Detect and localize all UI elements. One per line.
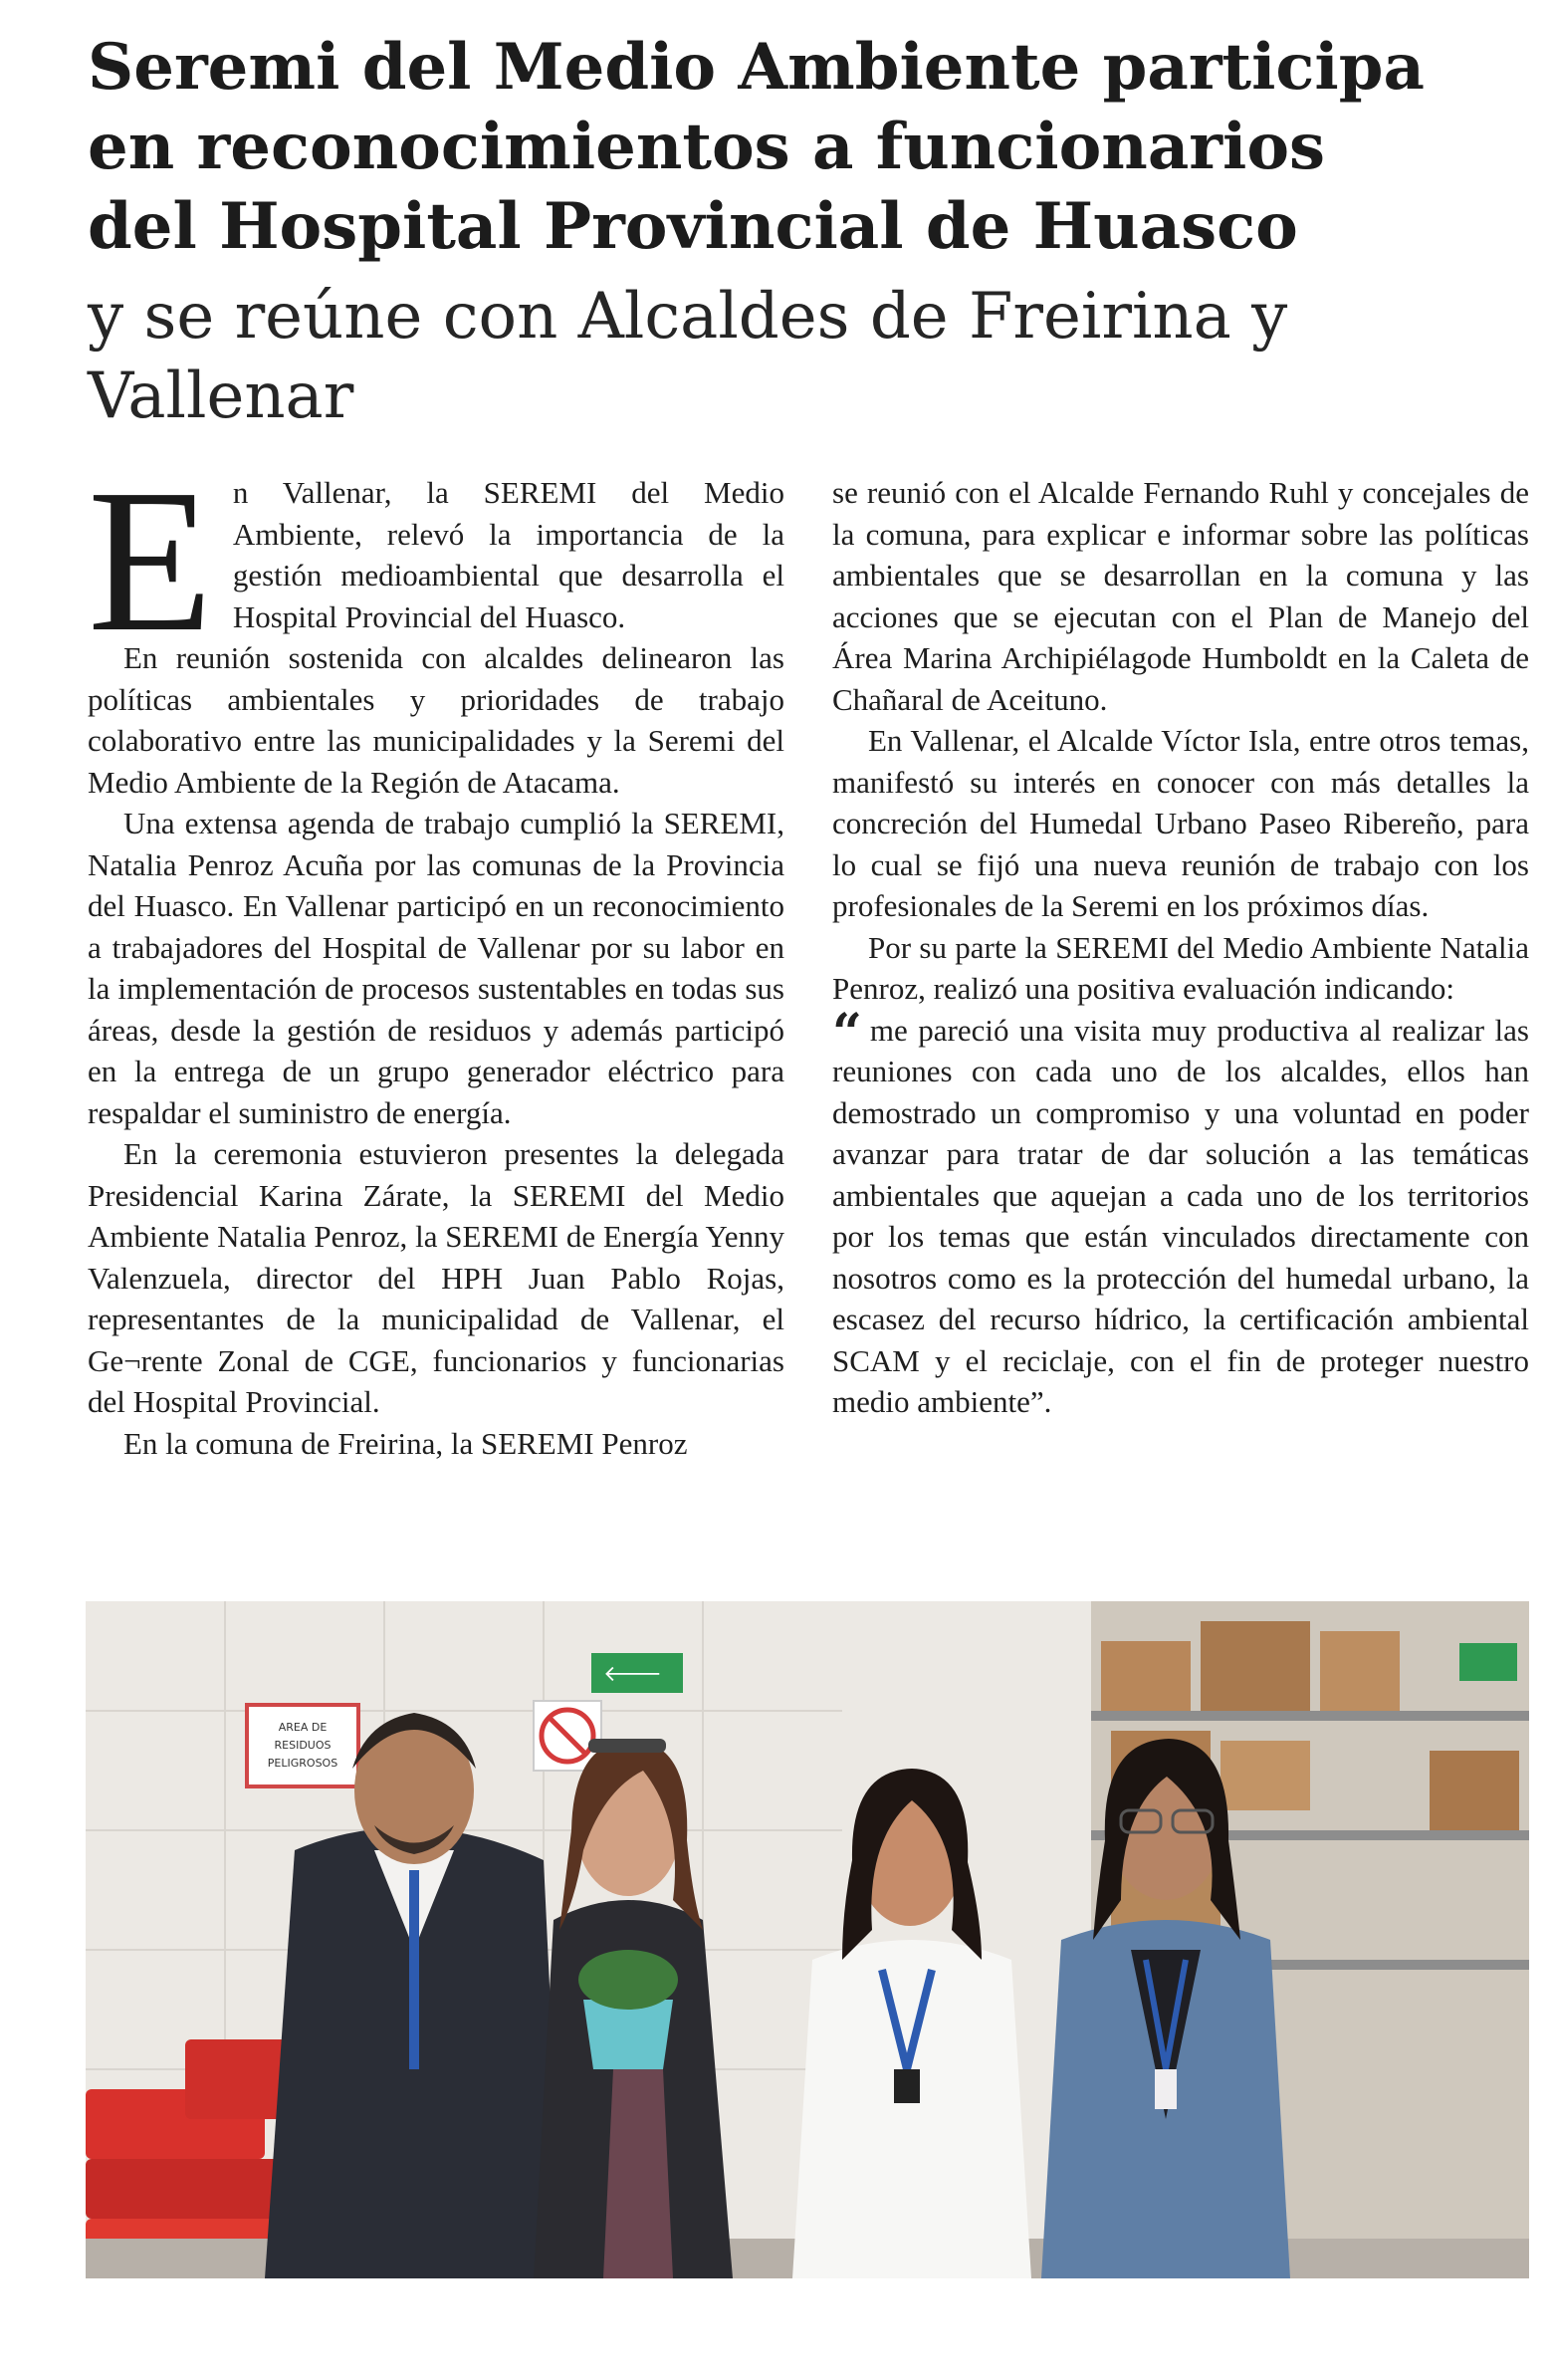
hazard-sign-line-1: AREA DE: [278, 1721, 328, 1734]
headline-line-2: en reconocimientos a funcionarios: [88, 110, 1326, 184]
plant-gift: [583, 2000, 673, 2069]
quote-mark-icon: “: [832, 1002, 862, 1064]
hazard-sign-line-2: RESIDUOS: [274, 1739, 332, 1752]
drop-cap: E: [88, 446, 213, 674]
headline-bold: [88, 28, 1501, 267]
paragraph-1-text: n Vallenar, la SEREMI del Medio Ambiente, relevó la importancia de la gestión medioambiental que desarrolla el Hospital Provincial del Huasco.: [232, 475, 784, 634]
photo-illustration: [86, 1601, 1529, 2278]
article-column-left: [88, 446, 784, 1464]
article-paragraph-1: [88, 446, 784, 674]
article-paragraph-4: En la ceremonia estuvieron presentes la delegada Presidencial Karina Zárate, la SEREMI del Medio Ambiente Natalia Penroz, la SEREMI de Energía Yenny Valenzuela, director del HPH Juan Pablo Rojas, representantes de la municipalidad de Vallenar, el Ge¬rente Zonal de CGE, funcionarios y funcionarias del Hospital Provincial.: [88, 1136, 784, 1419]
article-paragraph-5: En la comuna de Freirina, la SEREMI Penroz: [123, 1425, 688, 1461]
article-photo: [86, 1601, 1529, 2278]
article-quote: [832, 1002, 1529, 1423]
article-paragraph-8: Por su parte la SEREMI del Medio Ambiente Natalia Penroz, realizó una positiva evaluación indicando:: [832, 929, 1529, 1006]
article-paragraph-6: se reunió con el Alcalde Fernando Ruhl y concejales de la comuna, para explicar e informar sobre las políticas ambientales que se desarrollan en la comuna y las acciones que se ejecutan con el Plan de Manejo del Área Marina Archipiélagode Humboldt en la Caleta de Chañaral de Aceituno.: [832, 475, 1529, 717]
quote-text: me pareció una visita muy productiva al realizar las reuniones con cada uno de los alcaldes, ellos han demostrado un compromiso y una voluntad en poder avanzar para tratar de dar solución a las temáticas ambientales que aquejan a cada uno de los territorios por los temas que están vinculados directamente con nosotros como es la protección del humedal urbano, la escasez del recurso hídrico, la certificación ambiental SCAM y el reciclaje, con el fin de proteger nuestro medio ambiente”.: [832, 1012, 1529, 1419]
article-paragraph-7: En Vallenar, el Alcalde Víctor Isla, entre otros temas, manifestó su interés en conocer con más detalles la concreción del Humedal Urbano Paseo Ribereño, para lo cual se fijó una nueva reunión de trabajo con los profesionales de la Seremi en los próximos días.: [832, 723, 1529, 923]
hazard-sign-line-3: PELIGROSOS: [267, 1757, 338, 1770]
headline-line-1: Seremi del Medio Ambiente participa: [88, 30, 1425, 105]
headline-subtitle: [88, 277, 1501, 436]
headline-line-3: del Hospital Provincial de Huasco: [88, 189, 1298, 264]
subtitle-line-2: Vallenar: [88, 359, 354, 433]
article-paragraph-3: Una extensa agenda de trabajo cumplió la SEREMI, Natalia Penroz Acuña por las comunas de la Provincia del Huasco. En Vallenar participó en un reconocimiento a trabajadores del Hospital de Vallenar por su labor en la implementación de procesos sustentables en todas sus áreas, desde la gestión de residuos y además participó en la entrega de un grupo generador eléctrico para respaldar el suministro de energía.: [88, 806, 784, 1130]
subtitle-line-1: y se reúne con Alcaldes de Freirina y: [88, 280, 1288, 354]
article-column-right: [832, 472, 1529, 1423]
cardboard-box: [1101, 1641, 1191, 1711]
article-paragraph-2: En reunión sostenida con alcaldes delinearon las políticas ambientales y prioridades de trabajo colaborativo entre las municipalidades y la Seremi del Medio Ambiente de la Región de Atacama.: [88, 640, 784, 800]
svg-text:🡐: 🡐: [603, 1662, 662, 1687]
